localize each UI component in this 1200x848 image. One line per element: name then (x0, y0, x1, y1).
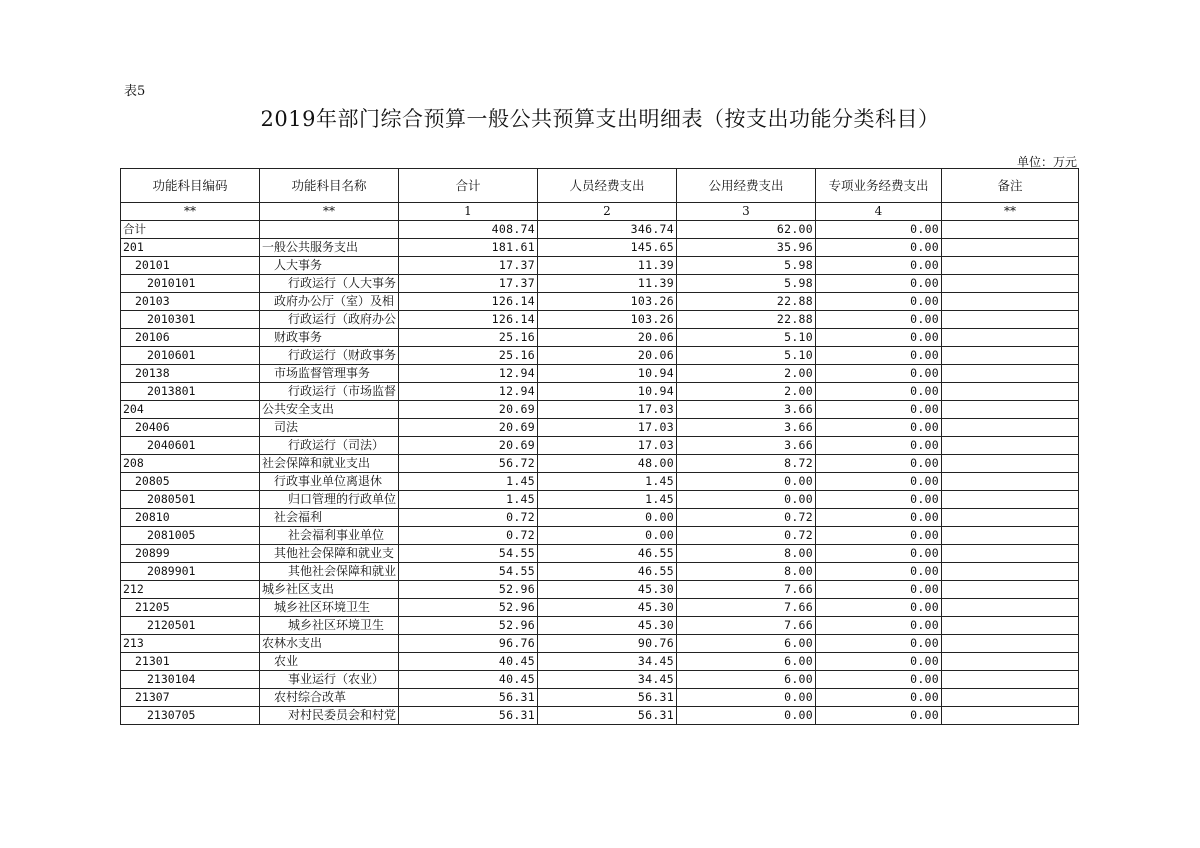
note-cell (942, 509, 1079, 527)
table-row (121, 293, 1079, 311)
special-cell: 0.00 (816, 581, 942, 599)
name-cell: 司法 (260, 419, 399, 437)
col-header-special: 专项业务经费支出 (816, 169, 942, 203)
personnel-cell: 34.45 (538, 653, 677, 671)
table-row (121, 275, 1079, 293)
table-row (121, 455, 1079, 473)
total-cell: 52.96 (399, 617, 538, 635)
total-cell: 96.76 (399, 635, 538, 653)
special-cell: 0.00 (816, 311, 942, 329)
table-row (121, 419, 1079, 437)
special-cell: 0.00 (816, 509, 942, 527)
personnel-cell: 0.00 (538, 527, 677, 545)
code-cell: 2089901 (121, 563, 260, 581)
note-cell (942, 221, 1079, 239)
special-cell: 0.00 (816, 383, 942, 401)
note-cell (942, 401, 1079, 419)
special-cell: 0.00 (816, 473, 942, 491)
personnel-cell: 20.06 (538, 347, 677, 365)
public-cell: 0.00 (677, 707, 816, 725)
name-cell: 行政事业单位离退休 (260, 473, 399, 491)
public-cell: 8.00 (677, 563, 816, 581)
special-cell: 0.00 (816, 671, 942, 689)
note-cell (942, 617, 1079, 635)
public-cell: 3.66 (677, 419, 816, 437)
code-cell: 20101 (121, 257, 260, 275)
name-cell: 农村综合改革 (260, 689, 399, 707)
personnel-cell: 90.76 (538, 635, 677, 653)
note-cell (942, 599, 1079, 617)
index-cell: 1 (399, 203, 538, 221)
public-cell: 5.10 (677, 347, 816, 365)
total-cell: 126.14 (399, 293, 538, 311)
code-cell: 20899 (121, 545, 260, 563)
personnel-cell: 0.00 (538, 509, 677, 527)
code-cell: 20138 (121, 365, 260, 383)
name-cell: 行政运行（市场监督 (260, 383, 399, 401)
public-cell: 35.96 (677, 239, 816, 257)
personnel-cell: 56.31 (538, 689, 677, 707)
table-body (121, 221, 1079, 725)
personnel-cell: 56.31 (538, 707, 677, 725)
code-cell: 20805 (121, 473, 260, 491)
personnel-cell: 103.26 (538, 311, 677, 329)
personnel-cell: 17.03 (538, 401, 677, 419)
total-cell: 0.72 (399, 527, 538, 545)
table-row (121, 527, 1079, 545)
special-cell: 0.00 (816, 455, 942, 473)
note-cell (942, 365, 1079, 383)
note-cell (942, 473, 1079, 491)
personnel-cell: 10.94 (538, 365, 677, 383)
personnel-cell: 103.26 (538, 293, 677, 311)
total-cell: 0.72 (399, 509, 538, 527)
note-cell (942, 419, 1079, 437)
name-cell: 城乡社区支出 (260, 581, 399, 599)
total-cell: 20.69 (399, 401, 538, 419)
name-cell (260, 221, 399, 239)
special-cell: 0.00 (816, 563, 942, 581)
code-cell: 204 (121, 401, 260, 419)
personnel-cell: 45.30 (538, 599, 677, 617)
public-cell: 0.00 (677, 491, 816, 509)
table-row (121, 401, 1079, 419)
public-cell: 22.88 (677, 293, 816, 311)
note-cell (942, 635, 1079, 653)
total-cell: 17.37 (399, 257, 538, 275)
index-cell: 4 (816, 203, 942, 221)
special-cell: 0.00 (816, 419, 942, 437)
name-cell: 公共安全支出 (260, 401, 399, 419)
total-cell: 25.16 (399, 329, 538, 347)
note-cell (942, 455, 1079, 473)
total-cell: 40.45 (399, 671, 538, 689)
total-cell: 25.16 (399, 347, 538, 365)
total-cell: 181.61 (399, 239, 538, 257)
unit-label: 单位：万元 (1016, 155, 1077, 169)
special-cell: 0.00 (816, 239, 942, 257)
col-header-personnel: 人员经费支出 (538, 169, 677, 203)
total-cell: 56.72 (399, 455, 538, 473)
special-cell: 0.00 (816, 257, 942, 275)
name-cell: 农业 (260, 653, 399, 671)
personnel-cell: 10.94 (538, 383, 677, 401)
name-cell: 行政运行（财政事务 (260, 347, 399, 365)
total-cell: 20.69 (399, 437, 538, 455)
special-cell: 0.00 (816, 527, 942, 545)
note-cell (942, 545, 1079, 563)
public-cell: 5.98 (677, 275, 816, 293)
table-row (121, 311, 1079, 329)
table-row (121, 491, 1079, 509)
name-cell: 归口管理的行政单位 (260, 491, 399, 509)
code-cell: 21301 (121, 653, 260, 671)
total-cell: 54.55 (399, 545, 538, 563)
name-cell: 市场监督管理事务 (260, 365, 399, 383)
personnel-cell: 1.45 (538, 473, 677, 491)
name-cell: 农林水支出 (260, 635, 399, 653)
table-row (121, 671, 1079, 689)
personnel-cell: 45.30 (538, 617, 677, 635)
public-cell: 5.98 (677, 257, 816, 275)
note-cell (942, 293, 1079, 311)
special-cell: 0.00 (816, 599, 942, 617)
table-row (121, 257, 1079, 275)
total-cell: 52.96 (399, 581, 538, 599)
name-cell: 一般公共服务支出 (260, 239, 399, 257)
name-cell: 财政事务 (260, 329, 399, 347)
index-cell: ** (260, 203, 399, 221)
code-cell: 合计 (121, 221, 260, 239)
table-row (121, 329, 1079, 347)
public-cell: 62.00 (677, 221, 816, 239)
code-cell: 21307 (121, 689, 260, 707)
special-cell: 0.00 (816, 707, 942, 725)
table-row (121, 239, 1079, 257)
personnel-cell: 45.30 (538, 581, 677, 599)
code-cell: 20106 (121, 329, 260, 347)
table-row (121, 365, 1079, 383)
code-cell: 208 (121, 455, 260, 473)
personnel-cell: 34.45 (538, 671, 677, 689)
special-cell: 0.00 (816, 275, 942, 293)
name-cell: 行政运行（政府办公 (260, 311, 399, 329)
special-cell: 0.00 (816, 491, 942, 509)
total-cell: 12.94 (399, 365, 538, 383)
header-row (121, 169, 1079, 203)
public-cell: 8.00 (677, 545, 816, 563)
special-cell: 0.00 (816, 617, 942, 635)
personnel-cell: 11.39 (538, 257, 677, 275)
special-cell: 0.00 (816, 545, 942, 563)
code-cell: 2013801 (121, 383, 260, 401)
special-cell: 0.00 (816, 221, 942, 239)
special-cell: 0.00 (816, 437, 942, 455)
table-row (121, 581, 1079, 599)
special-cell: 0.00 (816, 347, 942, 365)
special-cell: 0.00 (816, 293, 942, 311)
public-cell: 7.66 (677, 581, 816, 599)
col-header-total: 合计 (399, 169, 538, 203)
code-cell: 2010301 (121, 311, 260, 329)
col-header-name: 功能科目名称 (260, 169, 399, 203)
table-row (121, 221, 1079, 239)
table-row (121, 509, 1079, 527)
special-cell: 0.00 (816, 401, 942, 419)
public-cell: 2.00 (677, 383, 816, 401)
public-cell: 6.00 (677, 653, 816, 671)
total-cell: 1.45 (399, 473, 538, 491)
table-number: 表5 (124, 84, 146, 99)
note-cell (942, 581, 1079, 599)
code-cell: 2130705 (121, 707, 260, 725)
public-cell: 0.72 (677, 527, 816, 545)
personnel-cell: 46.55 (538, 563, 677, 581)
total-cell: 1.45 (399, 491, 538, 509)
table-row (121, 473, 1079, 491)
note-cell (942, 707, 1079, 725)
special-cell: 0.00 (816, 329, 942, 347)
personnel-cell: 1.45 (538, 491, 677, 509)
name-cell: 事业运行（农业） (260, 671, 399, 689)
table-row (121, 383, 1079, 401)
note-cell (942, 653, 1079, 671)
index-cell: 3 (677, 203, 816, 221)
table-row (121, 689, 1079, 707)
public-cell: 0.72 (677, 509, 816, 527)
expenditure-table (120, 168, 1079, 725)
code-cell: 2080501 (121, 491, 260, 509)
special-cell: 0.00 (816, 635, 942, 653)
public-cell: 8.72 (677, 455, 816, 473)
code-cell: 2130104 (121, 671, 260, 689)
table-row (121, 347, 1079, 365)
code-cell: 2081005 (121, 527, 260, 545)
note-cell (942, 275, 1079, 293)
table-row (121, 617, 1079, 635)
public-cell: 2.00 (677, 365, 816, 383)
col-header-code: 功能科目编码 (121, 169, 260, 203)
name-cell: 行政运行（司法） (260, 437, 399, 455)
total-cell: 408.74 (399, 221, 538, 239)
code-cell: 20103 (121, 293, 260, 311)
note-cell (942, 239, 1079, 257)
personnel-cell: 346.74 (538, 221, 677, 239)
note-cell (942, 563, 1079, 581)
index-cell: ** (121, 203, 260, 221)
personnel-cell: 46.55 (538, 545, 677, 563)
total-cell: 12.94 (399, 383, 538, 401)
public-cell: 7.66 (677, 599, 816, 617)
name-cell: 城乡社区环境卫生 (260, 599, 399, 617)
index-cell: ** (942, 203, 1079, 221)
code-cell: 212 (121, 581, 260, 599)
personnel-cell: 11.39 (538, 275, 677, 293)
public-cell: 3.66 (677, 401, 816, 419)
special-cell: 0.00 (816, 653, 942, 671)
code-cell: 2010601 (121, 347, 260, 365)
note-cell (942, 689, 1079, 707)
code-cell: 20406 (121, 419, 260, 437)
note-cell (942, 491, 1079, 509)
public-cell: 22.88 (677, 311, 816, 329)
code-cell: 201 (121, 239, 260, 257)
personnel-cell: 17.03 (538, 419, 677, 437)
index-cell: 2 (538, 203, 677, 221)
note-cell (942, 437, 1079, 455)
public-cell: 5.10 (677, 329, 816, 347)
total-cell: 126.14 (399, 311, 538, 329)
name-cell: 人大事务 (260, 257, 399, 275)
name-cell: 行政运行（人大事务 (260, 275, 399, 293)
total-cell: 40.45 (399, 653, 538, 671)
name-cell: 社会福利 (260, 509, 399, 527)
name-cell: 其他社会保障和就业 (260, 563, 399, 581)
table-row (121, 707, 1079, 725)
total-cell: 56.31 (399, 689, 538, 707)
public-cell: 6.00 (677, 635, 816, 653)
col-header-note: 备注 (942, 169, 1079, 203)
total-cell: 56.31 (399, 707, 538, 725)
table-row (121, 437, 1079, 455)
table-row (121, 653, 1079, 671)
personnel-cell: 17.03 (538, 437, 677, 455)
table-row (121, 545, 1079, 563)
note-cell (942, 527, 1079, 545)
public-cell: 6.00 (677, 671, 816, 689)
public-cell: 7.66 (677, 617, 816, 635)
personnel-cell: 20.06 (538, 329, 677, 347)
note-cell (942, 347, 1079, 365)
table-row (121, 599, 1079, 617)
name-cell: 对村民委员会和村党 (260, 707, 399, 725)
total-cell: 20.69 (399, 419, 538, 437)
total-cell: 17.37 (399, 275, 538, 293)
code-cell: 2040601 (121, 437, 260, 455)
code-cell: 2120501 (121, 617, 260, 635)
note-cell (942, 383, 1079, 401)
note-cell (942, 671, 1079, 689)
note-cell (942, 257, 1079, 275)
code-cell: 20810 (121, 509, 260, 527)
col-header-public: 公用经费支出 (677, 169, 816, 203)
name-cell: 政府办公厅（室）及相 (260, 293, 399, 311)
public-cell: 0.00 (677, 689, 816, 707)
name-cell: 城乡社区环境卫生 (260, 617, 399, 635)
code-cell: 21205 (121, 599, 260, 617)
code-cell: 2010101 (121, 275, 260, 293)
total-cell: 54.55 (399, 563, 538, 581)
personnel-cell: 48.00 (538, 455, 677, 473)
name-cell: 社会福利事业单位 (260, 527, 399, 545)
name-cell: 其他社会保障和就业支 (260, 545, 399, 563)
public-cell: 0.00 (677, 473, 816, 491)
table-row (121, 635, 1079, 653)
personnel-cell: 145.65 (538, 239, 677, 257)
special-cell: 0.00 (816, 365, 942, 383)
code-cell: 213 (121, 635, 260, 653)
table-row (121, 563, 1079, 581)
total-cell: 52.96 (399, 599, 538, 617)
name-cell: 社会保障和就业支出 (260, 455, 399, 473)
note-cell (942, 329, 1079, 347)
note-cell (942, 311, 1079, 329)
page-title: 2019年部门综合预算一般公共预算支出明细表（按支出功能分类科目） (260, 107, 940, 131)
special-cell: 0.00 (816, 689, 942, 707)
public-cell: 3.66 (677, 437, 816, 455)
index-row (121, 203, 1079, 221)
